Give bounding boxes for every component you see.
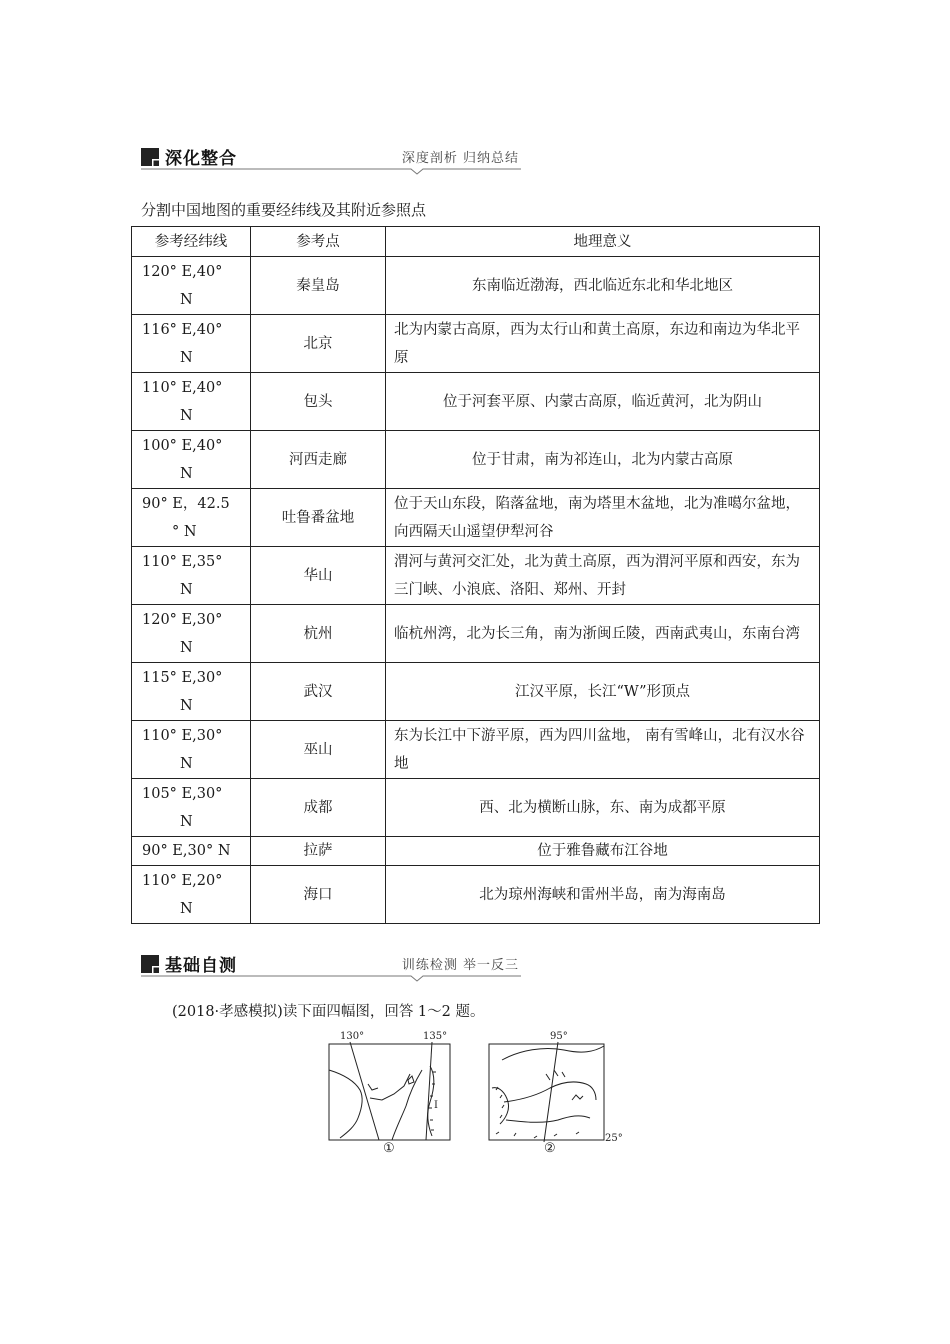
table-row [132, 315, 820, 373]
place-cell: 海口 [251, 866, 386, 924]
table-row [132, 257, 820, 315]
coord-cell: 120° E,40° N [132, 257, 251, 315]
section-title: 基础自测 [165, 956, 237, 976]
meaning-cell: 北为琼州海峡和雷州半岛，南为海南岛 [386, 866, 820, 924]
coord-cell: 115° E,30° N [132, 663, 251, 721]
map1-lon-a: 130° [340, 1031, 365, 1042]
section-subtitle: 深度剖析 归纳总结 [401, 151, 519, 166]
place-cell: 杭州 [251, 605, 386, 663]
map-1 [322, 1028, 457, 1156]
place-cell: 巫山 [251, 721, 386, 779]
map1-number: ① [383, 1141, 395, 1156]
map1-lon-b: 135° [423, 1031, 448, 1042]
map2-number: ② [544, 1141, 556, 1156]
table-header-row [132, 227, 820, 257]
coord-cell: 120° E,30° N [132, 605, 251, 663]
table-row [132, 779, 820, 837]
coord-cell: 110° E,20° N [132, 866, 251, 924]
table-row [132, 866, 820, 924]
section-header-selftest [141, 950, 521, 980]
table-row [132, 373, 820, 431]
coord-cell: 116° E,40° N [132, 315, 251, 373]
table-row [132, 547, 820, 605]
meaning-cell: 东为长江中下游平原，西为四川盆地， 南有雪峰山，北有汉水谷地 [386, 721, 820, 779]
place-cell: 包头 [251, 373, 386, 431]
coord-cell: 90° E，42.5 ° N [132, 489, 251, 547]
place-cell: 北京 [251, 315, 386, 373]
header-coord: 参考经纬线 [132, 227, 251, 257]
meaning-cell: 临杭州湾，北为长三角，南为浙闽丘陵，西南武夷山，东南台湾 [386, 605, 820, 663]
question-prompt: (2018·孝感模拟)读下面四幅图，回答 1～2 题。 [172, 1004, 485, 1020]
coord-cell: 105° E,30° N [132, 779, 251, 837]
meaning-cell: 位于甘肃，南为祁连山，北为内蒙古高原 [386, 431, 820, 489]
meaning-cell: 东南临近渤海，西北临近东北和华北地区 [386, 257, 820, 315]
coord-cell: 110° E,35° N [132, 547, 251, 605]
meaning-cell: 江汉平原，长江“W”形顶点 [386, 663, 820, 721]
meaning-cell: 西、北为横断山脉，东、南为成都平原 [386, 779, 820, 837]
map1-region-label: Ⅰ [434, 1100, 438, 1111]
table-row [132, 489, 820, 547]
table-row [132, 721, 820, 779]
section-rule [141, 167, 521, 175]
place-cell: 成都 [251, 779, 386, 837]
place-cell: 武汉 [251, 663, 386, 721]
place-cell: 拉萨 [251, 837, 386, 866]
place-cell: 秦皇岛 [251, 257, 386, 315]
table-row [132, 605, 820, 663]
place-cell: 吐鲁番盆地 [251, 489, 386, 547]
meaning-cell: 位于雅鲁藏布江谷地 [386, 837, 820, 866]
coord-cell: 110° E,40° N [132, 373, 251, 431]
coord-cell: 110° E,30° N [132, 721, 251, 779]
section-square-icon [141, 148, 159, 166]
meaning-cell: 渭河与黄河交汇处，北为黄土高原，西为渭河平原和西安，东为三门峡、小浪底、洛阳、郑州、开封 [386, 547, 820, 605]
map2-lon: 95° [550, 1031, 568, 1042]
coord-cell: 100° E,40° N [132, 431, 251, 489]
table-row [132, 663, 820, 721]
section-header-deepen [141, 143, 521, 173]
coord-cell: 90° E,30° N [132, 837, 251, 866]
table-caption: 分割中国地图的重要经纬线及其附近参照点 [141, 201, 427, 219]
section-title: 深化整合 [165, 149, 237, 169]
header-place: 参考点 [251, 227, 386, 257]
reference-table [131, 226, 820, 924]
table-row [132, 431, 820, 489]
meaning-cell: 位于河套平原、内蒙古高原，临近黄河，北为阴山 [386, 373, 820, 431]
meaning-cell: 位于天山东段，陷落盆地，南为塔里木盆地，北为准噶尔盆地，向西隔天山遥望伊犁河谷 [386, 489, 820, 547]
map-2 [484, 1028, 626, 1156]
header-meaning: 地理意义 [386, 227, 820, 257]
table-row [132, 837, 820, 866]
place-cell: 华山 [251, 547, 386, 605]
map2-lat: 25° [605, 1133, 623, 1144]
place-cell: 河西走廊 [251, 431, 386, 489]
section-square-icon [141, 955, 159, 973]
meaning-cell: 北为内蒙古高原，西为太行山和黄土高原，东边和南边为华北平原 [386, 315, 820, 373]
section-rule [141, 974, 521, 982]
section-subtitle: 训练检测 举一反三 [401, 958, 519, 973]
